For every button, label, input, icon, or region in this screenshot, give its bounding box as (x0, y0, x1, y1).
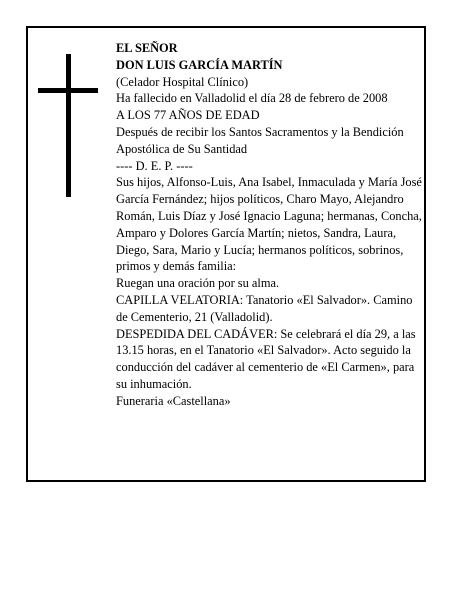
notice-title: EL SEÑOR (116, 41, 178, 55)
funeral-home: Funeraria «Castellana» (116, 393, 231, 408)
deceased-name: DON LUIS GARCÍA MARTÍN (116, 57, 283, 72)
sacraments-line: Después de recibir los Santos Sacramentos y la Bendición Apostólica de Su Santidad (116, 124, 404, 156)
age-line: A LOS 77 AÑOS DE EDAD (116, 108, 260, 123)
dep-line: ---- D. E. P. ---- (116, 158, 193, 173)
family-paragraph: Sus hijos, Alfonso-Luis, Ana Isabel, Inmaculada y María José García Fernández; hijos políticos, Charo Mayo, Alejandro Román, Luis Díaz y José Ignacio Laguna; hermanas, Concha, Amparo y Dolores García Martín; nietos, Sandra, Laura, Diego, Sara, Mario y Lucía; hermanos políticos, sobrinos, primos y demás familia: (116, 175, 422, 274)
death-announcement: Ha fallecido en Valladolid el día 28 de febrero de 2008 (116, 91, 388, 106)
farewell-info: DESPEDIDA DEL CADÁVER: Se celebrará el día 29, a las 13.15 horas, en el Tanatorio «El Salvador». Acto seguido la conducción del cadáver al cementerio de «El Carmen», para su inhumación. (116, 326, 416, 391)
cross-icon (38, 54, 98, 197)
obituary-notice (26, 26, 426, 482)
cross-vertical-bar (66, 54, 71, 197)
prayer-line: Ruegan una oración por su alma. (116, 276, 280, 291)
cross-horizontal-bar (38, 88, 98, 93)
chapel-info: CAPILLA VELATORIA: Tanatorio «El Salvador». Camino de Cementerio, 21 (Valladolid). (116, 292, 413, 324)
notice-text (116, 40, 422, 410)
deceased-occupation: (Celador Hospital Clínico) (116, 74, 249, 89)
